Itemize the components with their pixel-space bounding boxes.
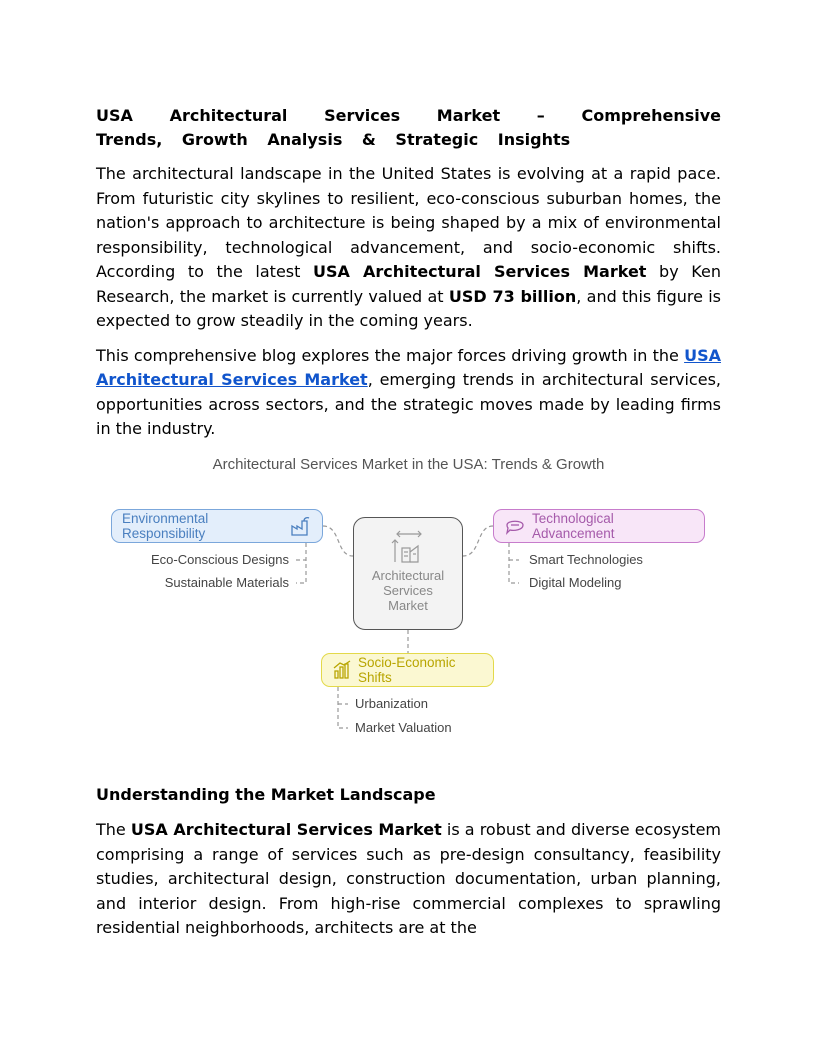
- socio-item-1: Urbanization: [355, 696, 428, 711]
- section-paragraph: [96, 818, 721, 941]
- socio-item-2: Market Valuation: [355, 720, 452, 735]
- intro-text-3: , and this figure is expected to grow steadily in the coming years.: [96, 286, 722, 330]
- tech-item-2: Digital Modeling: [529, 575, 622, 590]
- tech-item-1: Smart Technologies: [529, 552, 643, 567]
- center-label: [354, 568, 462, 613]
- intro2-text-2: , emerging trends in architectural services, opportunities across sectors, and the strategic moves made by leading firms in the industry.: [96, 370, 721, 438]
- market-link[interactable]: Architectural Services Market: [96, 370, 368, 389]
- usa-link[interactable]: USA: [684, 345, 721, 365]
- section-text-2: is a robust and diverse ecosystem comprising a range of services such as pre-design consultancy, feasibility studies, architectural design, construction documentation, urban planning, and interior design. From high-rise commercial complexes to sprawling residential neighborhoods, architects are at the: [96, 820, 722, 937]
- intro-paragraph-1: [96, 162, 721, 334]
- intro-text-2: by Ken Research, the market is currently valued at: [96, 262, 721, 306]
- intro-bold-market: USA Architectural Services Market: [313, 262, 647, 281]
- connector-tech-sub: [509, 543, 519, 583]
- center-line-3: Market: [388, 598, 428, 613]
- connector-env: [323, 526, 353, 556]
- chat-bubble-icon: [504, 515, 526, 537]
- factory-icon: [290, 515, 312, 537]
- env-label: Environmental Responsibility: [122, 511, 209, 541]
- page-title: USA Architectural Services Market – Comprehensive Trends, Growth Analysis & Strategic Insights: [96, 106, 721, 149]
- intro2-text: This comprehensive blog explores the major forces driving growth in the: [96, 345, 685, 365]
- section-bold-market: USA Architectural Services Market: [130, 820, 442, 839]
- connector-tech: [463, 526, 493, 556]
- intro-paragraph-2: [96, 344, 721, 438]
- socio-label: Socio-Economic Shifts: [358, 655, 456, 685]
- env-node: [111, 509, 323, 543]
- market-diagram: [96, 448, 721, 748]
- tech-label: Technological Advancement: [532, 511, 615, 541]
- socio-node: [321, 653, 494, 687]
- env-item-2: Sustainable Materials: [164, 575, 289, 590]
- connector-env-sub: [296, 543, 306, 583]
- intro-bold-value: USD 73 billion: [448, 286, 577, 306]
- building-icon: [391, 530, 427, 567]
- center-node: [353, 517, 463, 630]
- section-body: [96, 818, 721, 951]
- intro-text: The architectural landscape in the United States is evolving at a rapid pace. From futuristic city skylines to resilient, eco-conscious suburban homes, the nation's approach to architecture is being shaped by a mix of environmental responsibility, technological advancement, and socio-economic shifts. According to the latest: [96, 164, 721, 281]
- section-text: The: [96, 820, 131, 839]
- center-line-2: Services: [383, 583, 433, 598]
- env-item-1: Eco-Conscious Designs: [150, 552, 289, 567]
- center-line-1: Architectural: [371, 568, 445, 583]
- section-title: Understanding the Market Landscape: [96, 785, 436, 804]
- article: [96, 100, 722, 438]
- tech-node: [493, 509, 705, 543]
- bar-chart-icon: [332, 659, 354, 681]
- diagram-title: Architectural Services Market in the USA: Trends & Growth: [212, 456, 605, 473]
- connector-socio-sub: [338, 687, 348, 728]
